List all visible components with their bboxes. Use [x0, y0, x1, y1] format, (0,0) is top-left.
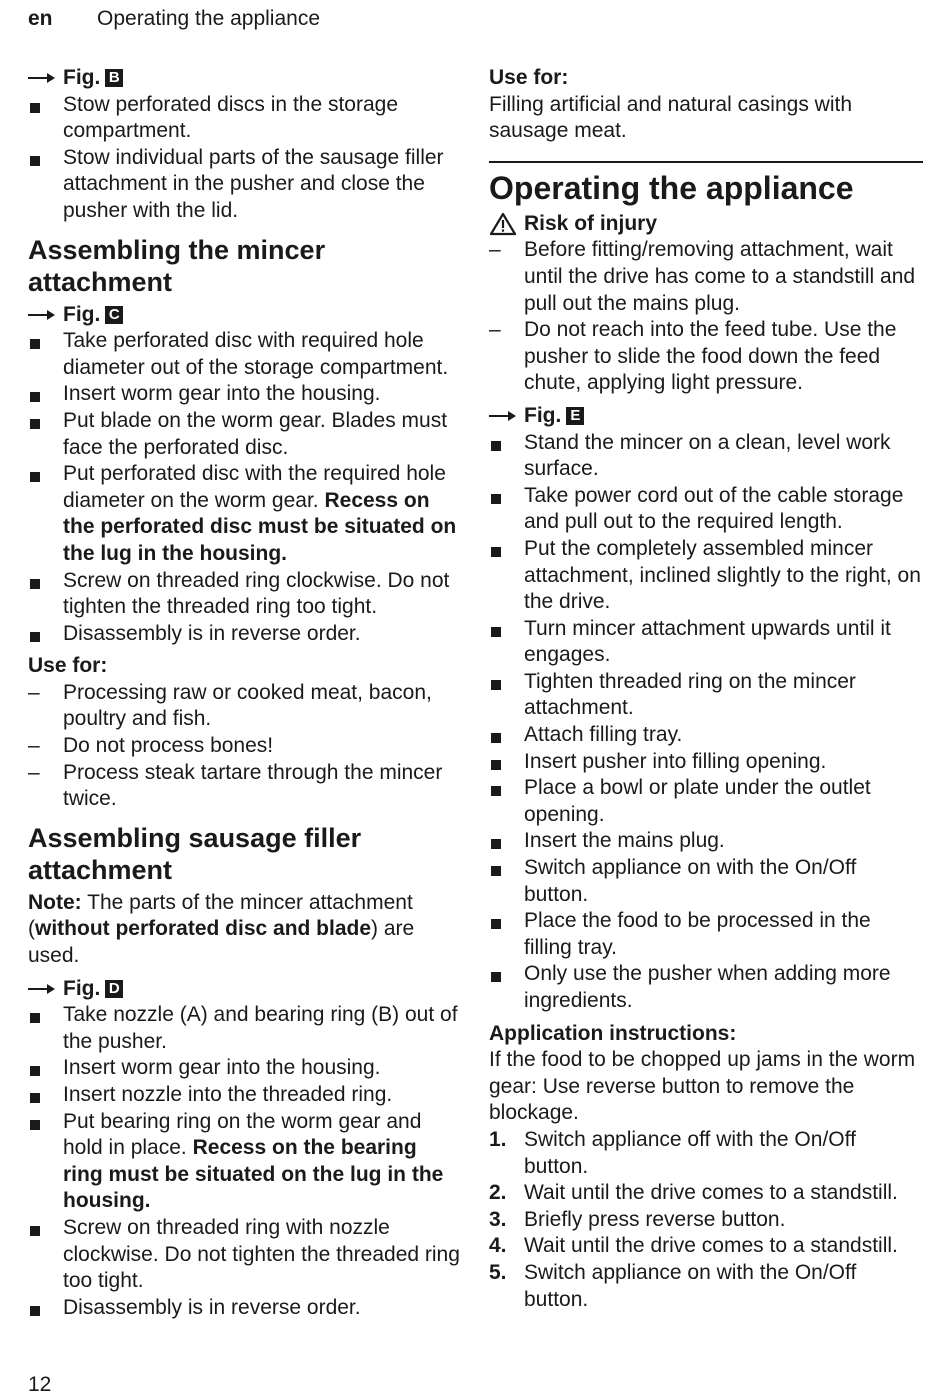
fig-c-list	[28, 328, 460, 647]
list-item: Take nozzle (A) and bearing ring (B) out of the pusher.	[63, 1003, 458, 1053]
steps-list	[489, 1127, 923, 1313]
list-item: Insert worm gear into the housing.	[63, 382, 381, 406]
list-item: Stow individual parts of the sausage filler attachment in the pusher and close the pusher with the lid.	[63, 145, 444, 222]
list-item: Place the food to be processed in the filling tray.	[524, 909, 871, 959]
page-header	[28, 6, 320, 33]
main-heading: Operating the appliance	[489, 161, 923, 207]
use-for-list	[28, 680, 460, 813]
header-title: Operating the appliance	[97, 7, 320, 30]
fig-label: Fig.	[63, 66, 101, 89]
right-column	[489, 65, 923, 1313]
fig-label: Fig.	[524, 403, 562, 427]
use-for-label: Use for:	[28, 654, 108, 678]
list-item: Turn mincer attachment upwards until it engages.	[524, 616, 891, 667]
fig-label: Fig.	[63, 302, 101, 326]
arrow-right-icon	[28, 982, 56, 996]
list-item: Insert nozzle into the threaded ring.	[63, 1083, 393, 1106]
language-code: en	[28, 7, 53, 30]
step-item: 3. Briefly press reverse button.	[489, 1207, 786, 1231]
arrow-right-icon	[28, 308, 56, 322]
warning-list	[489, 237, 923, 397]
list-item: Only use the pusher when adding more ingredients.	[524, 962, 891, 1012]
fig-d-reference	[28, 976, 460, 1003]
list-item: Processing raw or cooked meat, bacon, poultry and fish.	[63, 680, 432, 731]
fig-e-list	[489, 430, 923, 1015]
list-item: Put bearing ring on the worm gear and hold in place. Recess on the bearing ring must be situated on the lug in the housing.	[63, 1109, 444, 1213]
fig-b-list	[28, 92, 460, 225]
list-item: Insert worm gear into the housing.	[63, 1056, 381, 1080]
warning-triangle-icon	[489, 212, 517, 236]
fig-d-list	[28, 1002, 460, 1321]
fig-b-reference	[28, 65, 460, 92]
list-item: Before fitting/removing attachment, wait until the drive has come to a standstill and pull out the mains plug.	[524, 238, 916, 315]
list-item: Do not process bones!	[63, 734, 274, 758]
list-item: Put perforated disc with the required hole diameter on the worm gear. Recess on the perforated disc must be situated on the lug in the housing.	[63, 462, 457, 565]
list-item: Screw on threaded ring with nozzle clockwise. Do not tighten the threaded ring too tight.	[63, 1215, 460, 1293]
list-item: Insert pusher into filling opening.	[524, 749, 827, 773]
step-item: 5. Switch appliance on with the On/Off button.	[489, 1260, 857, 1311]
fig-label: Fig.	[63, 976, 101, 1000]
list-item: Insert the mains plug.	[524, 829, 725, 853]
list-item: Put the completely assembled mincer attachment, inclined slightly to the right, on the drive.	[524, 536, 921, 614]
step-item: 2. Wait until the drive comes to a standstill.	[489, 1181, 898, 1205]
application-instructions-text: If the food to be chopped up jams in the worm gear: Use reverse button to remove the blockage.	[489, 1048, 916, 1125]
fig-letter-badge: B	[105, 69, 123, 87]
fig-letter-badge: E	[566, 407, 584, 425]
step-item: 4. Wait until the drive comes to a standstill.	[489, 1234, 898, 1258]
step-item: 1. Switch appliance off with the On/Off button.	[489, 1127, 856, 1178]
warning-heading: Risk of injury	[489, 211, 923, 238]
list-item: Disassembly is in reverse order.	[63, 621, 361, 645]
list-item: Stow perforated discs in the storage compartment.	[63, 92, 399, 143]
list-item: Process steak tartare through the mincer twice.	[63, 760, 443, 811]
application-instructions-label: Application instructions:	[489, 1021, 737, 1045]
list-item: Stand the mincer on a clean, level work surface.	[524, 430, 891, 481]
section-heading-sausage: Assembling sausage filler attachment	[28, 822, 362, 885]
section-heading-mincer: Assembling the mincer attachment	[28, 234, 326, 297]
arrow-right-icon	[28, 71, 56, 85]
page-number: 12	[28, 1373, 52, 1394]
list-item: Put blade on the worm gear. Blades must face the perforated disc.	[63, 408, 448, 459]
fig-c-reference	[28, 302, 460, 329]
list-item: Place a bowl or plate under the outlet opening.	[524, 776, 871, 826]
list-item: Do not reach into the feed tube. Use the pusher to slide the food down the feed chute, applying light pressure.	[524, 318, 897, 395]
use-for-text: Filling artificial and natural casings with sausage meat.	[489, 92, 852, 143]
use-for-label: Use for:	[489, 66, 569, 89]
fig-e-reference	[489, 403, 923, 430]
list-item: Take perforated disc with required hole diameter out of the storage compartment.	[63, 329, 449, 379]
fig-letter-badge: D	[105, 980, 123, 998]
left-column	[28, 65, 460, 1321]
list-item: Attach filling tray.	[524, 723, 683, 747]
list-item: Disassembly is in reverse order.	[63, 1295, 361, 1319]
arrow-right-icon	[489, 409, 517, 423]
list-item: Screw on threaded ring clockwise. Do not tighten the threaded ring too tight.	[63, 568, 450, 619]
fig-letter-badge: C	[105, 306, 123, 324]
list-item: Switch appliance on with the On/Off button.	[524, 856, 857, 906]
list-item: Take power cord out of the cable storage and pull out to the required length.	[524, 483, 904, 534]
note-paragraph: Note: The parts of the mincer attachment (without perforated disc and blade) are used.	[28, 890, 415, 968]
list-item: Tighten threaded ring on the mincer attachment.	[524, 669, 856, 720]
